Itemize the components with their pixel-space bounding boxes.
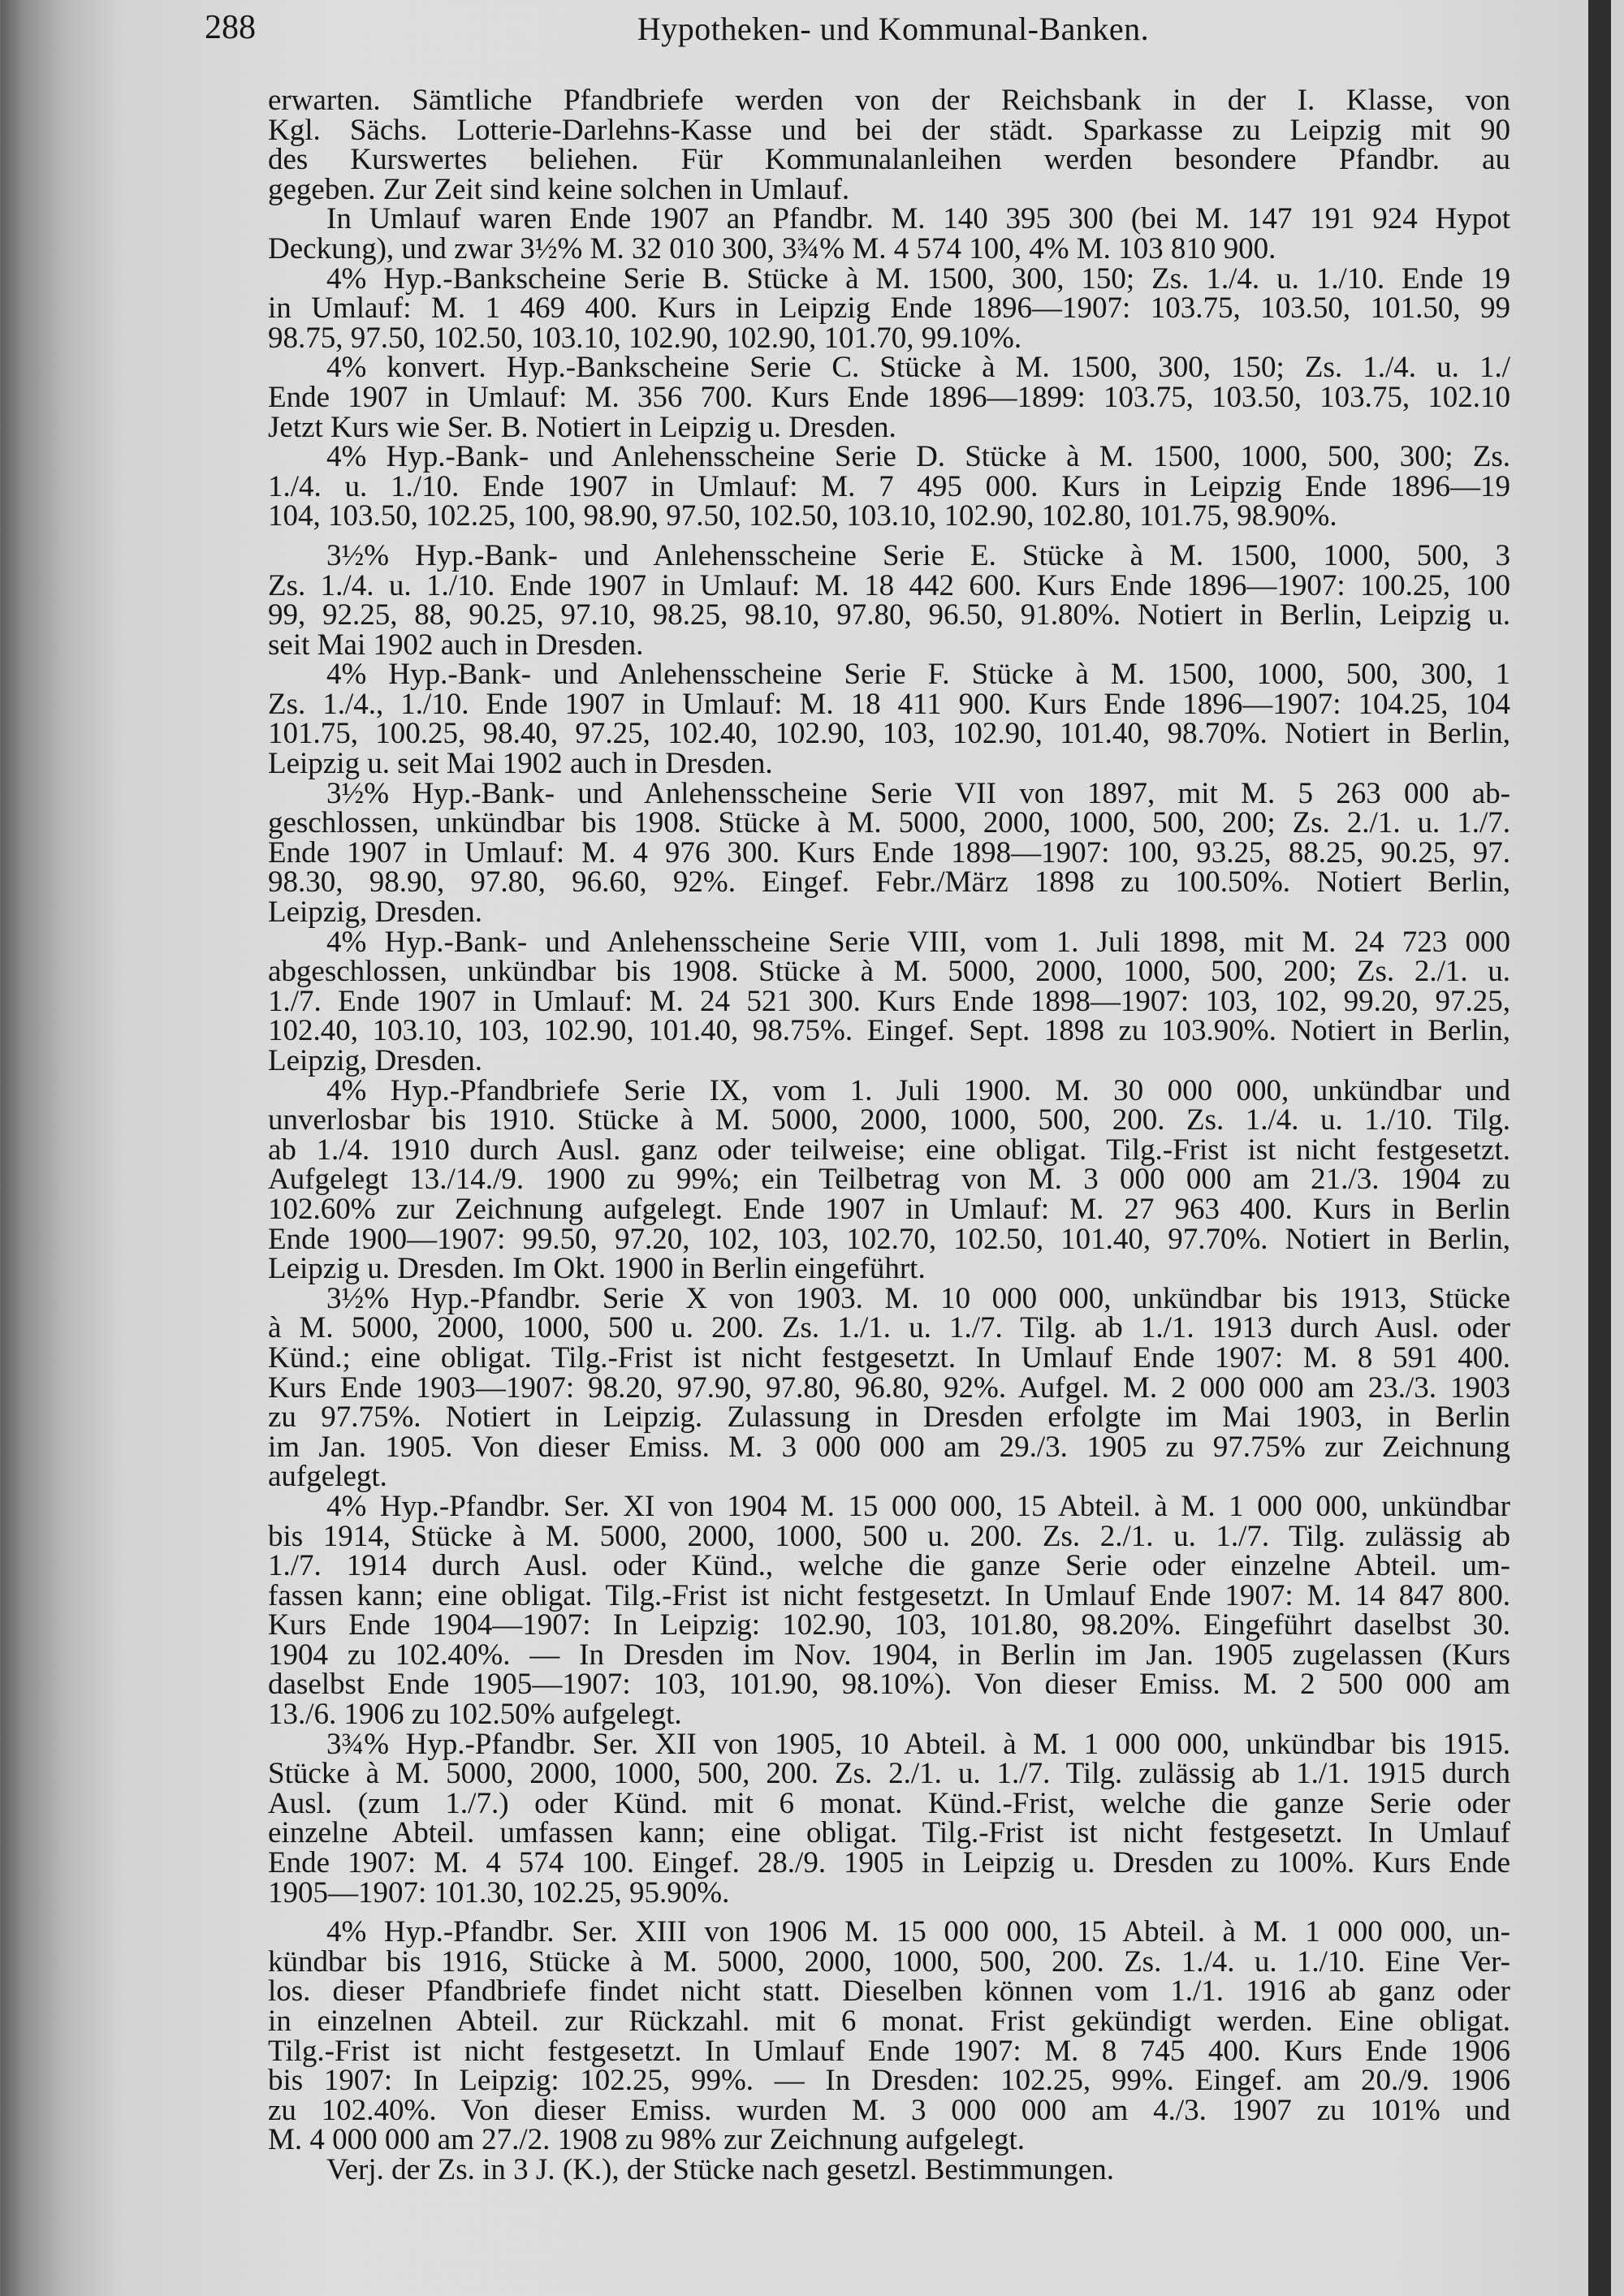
text-line: bis 1907: In Leipzig: 102.25, 99%. — In Dresden: 102.25, 99%. Eingef. am 20./9. 1906: [268, 2064, 1510, 2098]
paragraph: [268, 1281, 1510, 1494]
text-line: 4% Hyp.-Bank- und Anlehensscheine Serie D. Stücke à M. 1500, 1000, 500, 300; Zs.: [326, 440, 1510, 474]
text-line: los. dieser Pfandbriefe findet nicht statt. Dieselben können vom 1./1. 1916 ab ganz oder: [268, 1974, 1510, 2009]
text-line: 101.75, 100.25, 98.40, 97.25, 102.40, 102.90, 103, 102.90, 101.40, 98.70%. Notiert in Berlin,: [268, 717, 1510, 751]
text-line: bis 1914, Stücke à M. 5000, 2000, 1000, 500 u. 200. Zs. 2./1. u. 1./7. Tilg. zulässig ab: [268, 1519, 1510, 1553]
binding-shadow: [1588, 0, 1611, 2296]
paragraph: [268, 538, 1510, 662]
text-line: 13./6. 1906 zu 102.50% aufgelegt.: [268, 1698, 682, 1732]
text-line: in einzelnen Abteil. zur Rückzahl. mit 6 monat. Frist gekündigt werden. Eine obligat.: [268, 2005, 1510, 2038]
text-line: 102.40, 103.10, 103, 102.90, 101.40, 98.75%. Eingef. Sept. 1898 zu 103.90%. Notiert in Berlin,: [268, 1014, 1510, 1048]
text-line: 4% Hyp.-Pfandbriefe Serie IX, vom 1. Juli 1900. M. 30 000 000, unkündbar und: [326, 1073, 1510, 1107]
text-line: In Umlauf waren Ende 1907 an Pfandbr. M. 140 395 300 (bei M. 147 191 924 Hypot: [326, 202, 1510, 236]
text-line: kündbar bis 1916, Stücke à M. 5000, 2000, 1000, 500, 200. Zs. 1./4. u. 1./10. Eine Ver-: [268, 1944, 1510, 1979]
text-line: Ende 1907 in Umlauf: M. 4 976 300. Kurs Ende 1898—1907: 100, 93.25, 88.25, 90.25, 97.: [268, 835, 1510, 870]
text-line: Ende 1907: M. 4 574 100. Eingef. 28./9. 1905 in Leipzig u. Dresden zu 100%. Kurs Ende: [268, 1846, 1510, 1880]
text-line: Zs. 1./4., 1./10. Ende 1907 in Umlauf: M. 18 411 900. Kurs Ende 1896—1907: 104.25, 104: [268, 687, 1510, 721]
paragraph: [268, 1727, 1510, 1910]
text-line: Jetzt Kurs wie Ser. B. Notiert in Leipzig u. Dresden.: [268, 410, 896, 444]
paragraph: [268, 2152, 1510, 2186]
text-line: 102.60% zur Zeichnung aufgelegt. Ende 1907 in Umlauf: M. 27 963 400. Kurs in Berlin: [268, 1192, 1510, 1226]
text-line: 1904 zu 102.40%. — In Dresden im Nov. 1904, in Berlin im Jan. 1905 zugelassen (Kurs: [268, 1638, 1510, 1672]
text-line: 104, 103.50, 102.25, 100, 98.90, 97.50, 102.50, 103.10, 102.90, 102.80, 101.75, 98.90%.: [268, 499, 1337, 533]
text-line: im Jan. 1905. Von dieser Emiss. M. 3 000 000 am 29./3. 1905 zu 97.75% zur Zeichnung: [268, 1430, 1510, 1464]
text-line: 98.75, 97.50, 102.50, 103.10, 102.90, 102.90, 101.70, 99.10%.: [268, 321, 1022, 355]
text-line: Kurs Ende 1903—1907: 98.20, 97.90, 97.80, 96.80, 92%. Aufgel. M. 2 000 000 am 23./3. 1903: [268, 1370, 1510, 1405]
paragraph: [268, 1073, 1510, 1286]
text-line: Ausl. (zum 1./7.) oder Künd. mit 6 monat. Künd.-Frist, welche die ganze Serie oder: [268, 1786, 1510, 1820]
text-line: Kurs Ende 1904—1907: In Leipzig: 102.90, 103, 101.80, 98.20%. Eingeführt daselbst 30.: [268, 1608, 1510, 1642]
text-line: Künd.; eine obligat. Tilg.-Frist ist nicht festgesetzt. In Umlauf Ende 1907: M. 8 591 400.: [268, 1340, 1510, 1375]
text-line: in Umlauf: M. 1 469 400. Kurs in Leipzig Ende 1896—1907: 103.75, 103.50, 101.50, 99: [268, 291, 1510, 326]
text-line: Leipzig u. Dresden. Im Okt. 1900 in Berlin eingeführt.: [268, 1252, 926, 1286]
text-line: gegeben. Zur Zeit sind keine solchen in Umlauf.: [268, 172, 850, 206]
text-line: 3½% Hyp.-Bank- und Anlehensscheine Serie E. Stücke à M. 1500, 1000, 500, 3: [326, 538, 1510, 572]
text-line: fassen kann; eine obligat. Tilg.-Frist ist nicht festgesetzt. In Umlauf Ende 1907: M. 14 847 800.: [268, 1578, 1510, 1612]
paragraph: [268, 86, 1510, 205]
text-line: 4% Hyp.-Pfandbr. Ser. XIII von 1906 M. 15 000 000, 15 Abteil. à M. 1 000 000, un-: [326, 1915, 1510, 1949]
page-number: 288: [205, 9, 256, 46]
text-line: 4% Hyp.-Bank- und Anlehensscheine Serie F. Stücke à M. 1500, 1000, 500, 300, 1: [326, 658, 1510, 692]
text-line: zu 97.75%. Notiert in Leipzig. Zulassung in Dresden erfolgte im Mai 1903, in Berlin: [268, 1400, 1510, 1435]
paragraph: [268, 1915, 1510, 2157]
text-line: einzelne Abteil. umfassen kann; eine obligat. Tilg.-Frist ist nicht festgesetzt. In Umlauf: [268, 1816, 1510, 1850]
text-line: 4% Hyp.-Bankscheine Serie B. Stücke à M. 1500, 300, 150; Zs. 1./4. u. 1./10. Ende 19: [326, 261, 1510, 296]
text-line: Aufgelegt 13./14./9. 1900 zu 99%; ein Teilbetrag von M. 3 000 000 am 21./3. 1904 zu: [268, 1163, 1510, 1197]
text-line: 4% konvert. Hyp.-Bankscheine Serie C. Stücke à M. 1500, 300, 150; Zs. 1./4. u. 1./: [326, 351, 1510, 385]
text-line: ab 1./4. 1910 durch Ausl. ganz oder teilweise; eine obligat. Tilg.-Frist ist nicht festgesetzt.: [268, 1133, 1510, 1167]
text-line: Tilg.-Frist ist nicht festgesetzt. In Umlauf Ende 1907: M. 8 745 400. Kurs Ende 1906: [268, 2034, 1510, 2068]
text-line: Zs. 1./4. u. 1./10. Ende 1907 in Umlauf: M. 18 442 600. Kurs Ende 1896—1907: 100.25, 100: [268, 568, 1510, 602]
text-line: 1./7. Ende 1907 in Umlauf: M. 24 521 300. Kurs Ende 1898—1907: 103, 102, 99.20, 97.25,: [268, 984, 1510, 1018]
text-line: 3½% Hyp.-Bank- und Anlehensscheine Serie VII von 1897, mit M. 5 263 000 ab-: [326, 776, 1510, 810]
text-line: 3½% Hyp.-Pfandbr. Serie X von 1903. M. 10 000 000, unkündbar bis 1913, Stücke: [326, 1281, 1510, 1315]
text-line: 1./4. u. 1./10. Ende 1907 in Umlauf: M. 7 495 000. Kurs in Leipzig Ende 1896—19: [268, 469, 1510, 503]
text-line: Leipzig u. seit Mai 1902 auch in Dresden.: [268, 747, 773, 781]
text-line: des Kurswertes beliehen. Für Kommunalanleihen werden besondere Pfandbr. au: [268, 143, 1510, 177]
text-line: zu 102.40%. Von dieser Emiss. wurden M. 3 000 000 am 4./3. 1907 zu 101% und: [268, 2093, 1510, 2127]
paragraph: [268, 925, 1510, 1077]
text-line: M. 4 000 000 am 27./2. 1908 zu 98% zur Zeichnung aufgelegt.: [268, 2123, 1025, 2157]
text-line: Leipzig, Dresden.: [268, 896, 483, 930]
text-line: Stücke à M. 5000, 2000, 1000, 500, 200. Zs. 2./1. u. 1./7. Tilg. zulässig ab 1./1. 1915 durch: [268, 1757, 1510, 1791]
text-line: à M. 5000, 2000, 1000, 500 u. 200. Zs. 1./1. u. 1./7. Tilg. ab 1./1. 1913 durch Ausl. oder: [268, 1311, 1510, 1345]
paragraph: [268, 660, 1510, 779]
paragraph: [268, 442, 1510, 532]
text-line: 4% Hyp.-Bank- und Anlehensscheine Serie VIII, vom 1. Juli 1898, mit M. 24 723 000: [326, 925, 1510, 959]
text-line: seit Mai 1902 auch in Dresden.: [268, 628, 644, 662]
text-line: 98.30, 98.90, 97.80, 96.60, 92%. Eingef. Febr./März 1898 zu 100.50%. Notiert Berlin,: [268, 865, 1510, 900]
text-line: abgeschlossen, unkündbar bis 1908. Stücke à M. 5000, 2000, 1000, 500, 200; Zs. 2./1. u.: [268, 955, 1510, 989]
text-line: daselbst Ende 1905—1907: 103, 101.90, 98.10%). Von dieser Emiss. M. 2 500 000 am: [268, 1668, 1510, 1702]
text-line: 1905—1907: 101.30, 102.25, 95.90%.: [268, 1875, 730, 1910]
text-line: 99, 92.25, 88, 90.25, 97.10, 98.25, 98.10, 97.80, 96.50, 91.80%. Notiert in Berlin, Leipzig u.: [268, 598, 1510, 632]
text-line: Ende 1900—1907: 99.50, 97.20, 102, 103, 102.70, 102.50, 101.40, 97.70%. Notiert in Berlin,: [268, 1222, 1510, 1256]
paragraph: [268, 353, 1510, 442]
text-line: Leipzig, Dresden.: [268, 1044, 483, 1077]
paragraph: [268, 1489, 1510, 1732]
text-line: geschlossen, unkündbar bis 1908. Stücke à M. 5000, 2000, 1000, 500, 200; Zs. 2./1. u. 1./7.: [268, 806, 1510, 840]
next-page-edge: [1611, 0, 1624, 2296]
text-column: [268, 86, 1510, 2186]
running-title: Hypotheken- und Kommunal-Banken.: [637, 11, 1150, 47]
paragraph: [268, 202, 1510, 265]
text-line: Kgl. Sächs. Lotterie-Darlehns-Kasse und bei der städt. Sparkasse zu Leipzig mit 90: [268, 113, 1510, 147]
paragraph: [268, 776, 1510, 930]
text-line: Ende 1907 in Umlauf: M. 356 700. Kurs Ende 1896—1899: 103.75, 103.50, 103.75, 102.10: [268, 380, 1510, 414]
text-line: Verj. der Zs. in 3 J. (K.), der Stücke nach gesetzl. Bestimmungen.: [326, 2152, 1114, 2186]
text-line: erwarten. Sämtliche Pfandbriefe werden von der Reichsbank in der I. Klasse, von: [268, 84, 1510, 117]
text-line: unverlosbar bis 1910. Stücke à M. 5000, 2000, 1000, 500, 200. Zs. 1./4. u. 1./10. Tilg.: [268, 1103, 1510, 1137]
text-line: Deckung), und zwar 3½% M. 32 010 300, 3¾% M. 4 574 100, 4% M. 103 810 900.: [268, 231, 1276, 265]
text-line: 1./7. 1914 durch Ausl. oder Künd., welche die ganze Serie oder einzelne Abteil. um-: [268, 1549, 1510, 1583]
text-line: 4% Hyp.-Pfandbr. Ser. XI von 1904 M. 15 000 000, 15 Abteil. à M. 1 000 000, unkündbar: [326, 1489, 1510, 1523]
text-line: aufgelegt.: [268, 1460, 387, 1494]
text-line: 3¾% Hyp.-Pfandbr. Ser. XII von 1905, 10 Abteil. à M. 1 000 000, unkündbar bis 1915.: [326, 1727, 1510, 1761]
paragraph: [268, 261, 1510, 355]
